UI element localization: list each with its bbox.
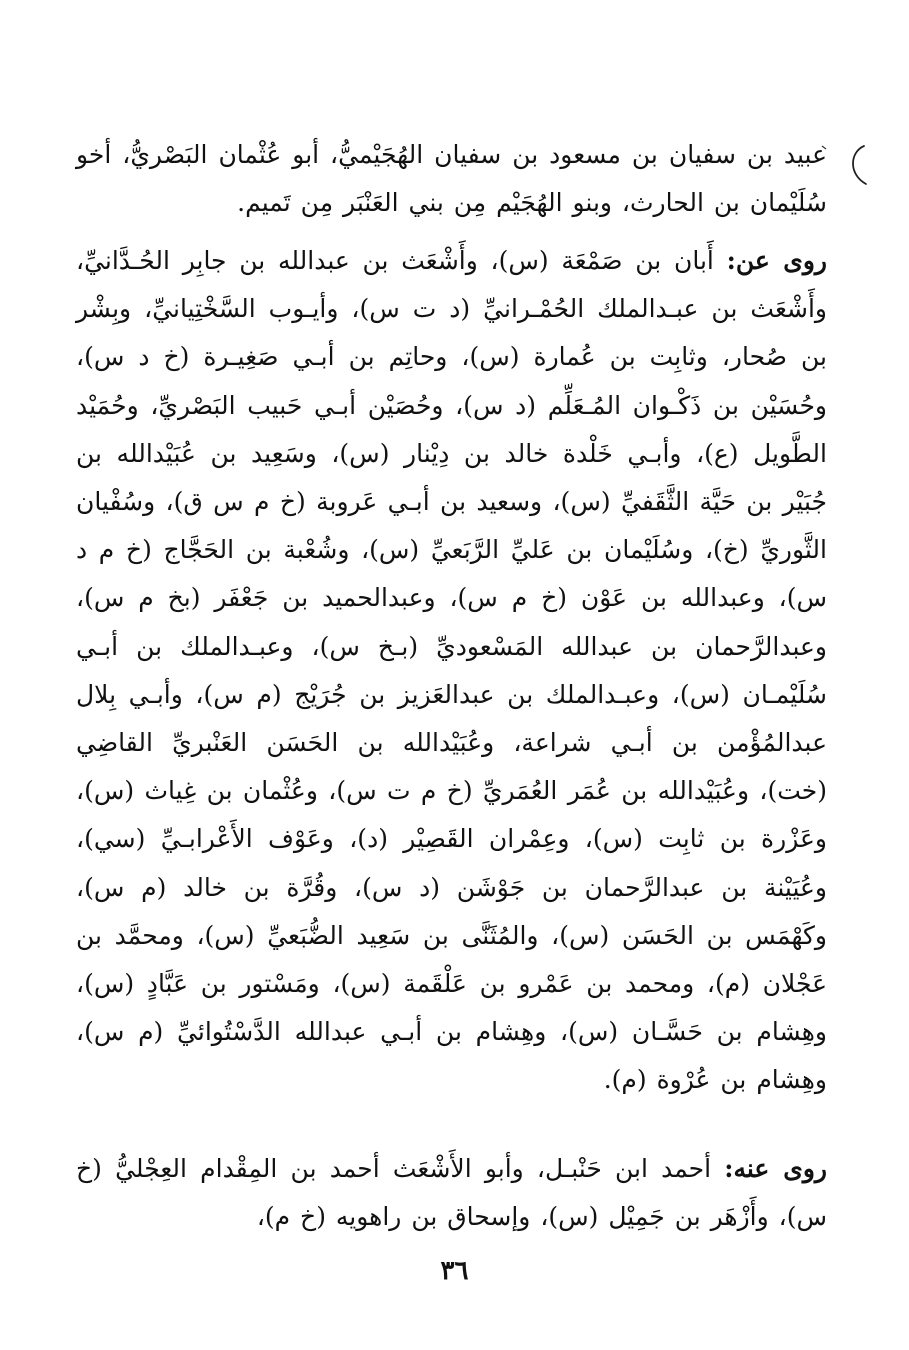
narrated-by-text: أحمد ابن حَنْبـل، وأبو الأَشْعَث أحمد بن المِقْدام العِجْليُّ (خ س)، وأَزْهَر بن جَمِيْل (س)، وإسحاق بن راهويه (خ م)، (76, 1154, 827, 1232)
intro-text: عبيد بن سفيان بن مسعود بن سفيان الهُجَيْميُّ، أبو عُثْمان البَصْريُّ، أخو سُلَيْمان بن الحارث، وبنو الهُجَيْم مِن بني العَنْبَر مِن تَميم. (76, 140, 827, 218)
narrated-by-label: روى عنه: (724, 1154, 827, 1183)
intro-paragraph (76, 131, 827, 227)
page-number: ٣٦ (440, 1256, 469, 1286)
narrated-from-label: روى عن: (726, 246, 827, 275)
narrated-by-paragraph (76, 1145, 827, 1241)
margin-bracket-icon (820, 140, 870, 190)
narrated-from-text: أَبان بن صَمْعَة (س)، وأَشْعَث بن عبدالله بن جابِر الحُـدَّانيِّ، وأَشْعَث بن عبـدالملك الحُمْـرانيِّ (د ت س)، وأيـوب السَّخْتِيانيِّ، وبِشْر بن صُحار، وثابِت بن عُمارة (س)، وحاتِم بن أبـي صَغِيـرة (خ د س)، وحُسَيْن بن ذَكْـوان المُـعَلِّم (د س)، وحُصَيْن أبـي حَبيب البَصْريِّ، وحُمَيْد الطَّويل (ع)، وأبـي خَلْدة خالد بن دِيْنار (س)، وسَعِيد بن عُبَيْدالله بن جُبَيْر بن حَيَّة الثَّقَفيِّ (س)، وسعيد بن أبـي عَروبة (خ م س ق)، وسُفْيان الثَّوريِّ (خ)، وسُلَيْمان بن عَليِّ الرَّبَعيِّ (س)، وشُعْبة بن الحَجَّاج (خ م د س)، وعبدالله بن عَوْن (خ م س)، وعبدالحميد بن جَعْفَر (بخ م س)، وعبدالرَّحمان بن عبدالله المَسْعوديِّ (بـخ س)، وعبـدالملك بن أبـي سُلَيْمـان (س)، وعبـدالملك بن عبدالعَزيز بن جُرَيْج (م س)، وأبـي بِلال عبدالمُؤْمن بن أبـي شراعة، وعُبَيْدالله بن الحَسَن العَنْبريِّ القاضِي (خت)، وعُبَيْدالله بن عُمَر العُمَريِّ (خ م ت س)، وعُثْمان بن غِياث (س)، وعَزْرة بن ثابِت (س)، وعِمْران القَصِيْر (د)، وعَوْف الأَعْرابـيِّ (سي)، وعُيَيْنة بن عبدالرَّحمان بن جَوْشَن (د س)، وقُرَّة بن خالد (م س)، وكَهْمَس بن الحَسَن (س)، والمُثَنَّى بن سَعِيد الضُّبَعيِّ (س)، ومحمَّد بن عَجْلان (م)، ومحمد بن عَمْرو بن عَلْقَمة (س)، ومَسْتور بن عَبَّادٍ (س)، وهِشام بن حَسَّـان (س)، وهِشام بن أبـي عبدالله الدَّسْتُوائيِّ (م س)، وهِشام بن عُرْوة (م). (76, 246, 827, 1095)
narrated-from-paragraph (76, 237, 827, 1105)
